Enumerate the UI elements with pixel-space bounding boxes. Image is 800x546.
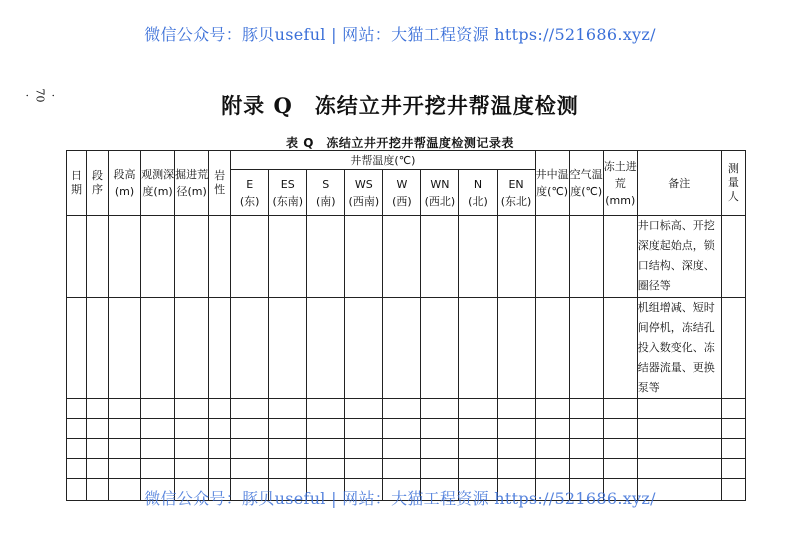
table-cell [603, 399, 637, 419]
table-cell [569, 399, 603, 419]
table-cell [421, 419, 459, 439]
table-cell [109, 298, 141, 399]
table-cell [175, 399, 209, 419]
remarks-cell [637, 459, 721, 479]
table-cell [383, 399, 421, 419]
header-date: 日期 [67, 151, 87, 216]
header-remarks: 备注 [637, 151, 721, 216]
table-cell [383, 419, 421, 439]
table-cell [721, 298, 745, 399]
table-cell [721, 439, 745, 459]
table-cell [535, 298, 569, 399]
table-row [67, 419, 746, 439]
header-wall-temperature: 井帮温度(℃) [231, 151, 535, 170]
table-cell [307, 439, 345, 459]
table-cell [459, 439, 497, 459]
table-cell [535, 419, 569, 439]
table-cell [721, 399, 745, 419]
table-cell [87, 216, 109, 298]
table-cell [87, 298, 109, 399]
watermark-bottom: 微信公众号：豚贝useful | 网站：大猫工程资源 https://521686.xyz/ [144, 489, 656, 508]
table-cell [141, 419, 175, 439]
table-cell [307, 399, 345, 419]
table-cell [67, 399, 87, 419]
table-cell [209, 419, 231, 439]
table-cell [269, 459, 307, 479]
table-cell [569, 439, 603, 459]
table-cell [141, 216, 175, 298]
header-observation-depth: 观测深度(m) [141, 151, 175, 216]
table-row [67, 216, 746, 298]
remarks-cell [637, 419, 721, 439]
header-excavation-diameter: 掘进荒径(m) [175, 151, 209, 216]
table-cell [459, 216, 497, 298]
header-section-height: 段高(m) [109, 151, 141, 216]
table-cell [459, 298, 497, 399]
table-cell [307, 298, 345, 399]
table-cell [721, 459, 745, 479]
table-cell [231, 298, 269, 399]
header-section: 段序 [87, 151, 109, 216]
table-cell [603, 459, 637, 479]
table-cell [109, 419, 141, 439]
table-cell [569, 298, 603, 399]
table-row [67, 459, 746, 479]
table-cell [307, 419, 345, 439]
table-cell [109, 459, 141, 479]
table-cell [269, 216, 307, 298]
table-cell [269, 419, 307, 439]
table-cell [109, 399, 141, 419]
table-cell [603, 298, 637, 399]
table-cell [345, 459, 383, 479]
table-cell [175, 459, 209, 479]
remarks-cell: 机组增减、短时间停机，冻结孔投入数变化、冻结器流量、更换泵等 [637, 298, 721, 399]
watermark-top: 微信公众号：豚贝useful | 网站：大猫工程资源 https://521686.xyz/ [144, 25, 656, 44]
table-cell [603, 419, 637, 439]
table-cell [87, 439, 109, 459]
table-cell [721, 216, 745, 298]
table-cell [345, 216, 383, 298]
table-cell [269, 399, 307, 419]
remarks-cell: 井口标高、开挖深度起始点，锁口结构、深度、圈径等 [637, 216, 721, 298]
table-cell [231, 399, 269, 419]
table-cell [269, 298, 307, 399]
table-cell [231, 459, 269, 479]
table-cell [497, 298, 535, 399]
header-center-temperature: 井中温度(℃) [535, 151, 569, 216]
table-cell [421, 399, 459, 419]
header-direction-en: EN (东北) [497, 170, 535, 216]
table-row [67, 399, 746, 419]
header-direction-s: S (南) [307, 170, 345, 216]
table-row [67, 439, 746, 459]
table-cell [497, 399, 535, 419]
table-cell [421, 439, 459, 459]
table-caption: 表 Q 冻结立井开挖井帮温度检测记录表 [286, 136, 514, 150]
table-cell [497, 216, 535, 298]
header-lithology: 岩性 [209, 151, 231, 216]
table-cell [87, 459, 109, 479]
table-cell [109, 216, 141, 298]
table-cell [231, 216, 269, 298]
header-direction-es: ES (东南) [269, 170, 307, 216]
table-cell [67, 419, 87, 439]
table-cell [497, 419, 535, 439]
table-cell [497, 439, 535, 459]
table-cell [67, 439, 87, 459]
header-direction-wn: WN (西北) [421, 170, 459, 216]
table-cell [569, 216, 603, 298]
remarks-cell [637, 399, 721, 419]
table-cell [535, 439, 569, 459]
table-cell [497, 459, 535, 479]
table-cell [87, 399, 109, 419]
table-cell [569, 419, 603, 439]
remarks-cell [637, 439, 721, 459]
table-cell [231, 419, 269, 439]
table-cell [383, 459, 421, 479]
table-cell [231, 439, 269, 459]
table-cell [383, 298, 421, 399]
table-cell [535, 459, 569, 479]
header-direction-e: E (东) [231, 170, 269, 216]
table-cell [345, 439, 383, 459]
table-cell [141, 439, 175, 459]
table-cell [307, 216, 345, 298]
table-cell [209, 439, 231, 459]
table-cell [87, 419, 109, 439]
table-cell [209, 298, 231, 399]
table-cell [535, 216, 569, 298]
header-direction-w: W (西) [383, 170, 421, 216]
header-frozen-wall: 冻土进荒(mm) [603, 151, 637, 216]
table-cell [383, 439, 421, 459]
table-cell [209, 459, 231, 479]
header-surveyor: 测量人 [721, 151, 745, 216]
table-cell [209, 216, 231, 298]
table-cell [67, 216, 87, 298]
table-cell [569, 459, 603, 479]
table-cell [459, 419, 497, 439]
table-cell [535, 399, 569, 419]
table-cell [345, 399, 383, 419]
table-cell [383, 216, 421, 298]
table-cell [603, 216, 637, 298]
table-cell [603, 439, 637, 459]
table-cell [175, 419, 209, 439]
header-air-temperature: 空气温度(℃) [569, 151, 603, 216]
table-cell [421, 298, 459, 399]
table-cell [459, 399, 497, 419]
table-cell [421, 459, 459, 479]
table-cell [209, 399, 231, 419]
page-title: 附录 Q 冻结立井开挖井帮温度检测 [221, 93, 579, 118]
table-row [67, 298, 746, 399]
table-cell [345, 419, 383, 439]
header-direction-ws: WS (西南) [345, 170, 383, 216]
page-number: · 70 · [20, 88, 60, 103]
record-table [66, 150, 746, 501]
table-cell [175, 298, 209, 399]
table-cell [421, 216, 459, 298]
table-cell [721, 419, 745, 439]
table-cell [141, 459, 175, 479]
table-cell [307, 459, 345, 479]
table-cell [459, 459, 497, 479]
table-cell [67, 298, 87, 399]
table-cell [141, 298, 175, 399]
table-cell [141, 399, 175, 419]
table-cell [269, 439, 307, 459]
table-cell [67, 459, 87, 479]
header-direction-n: N (北) [459, 170, 497, 216]
table-cell [109, 439, 141, 459]
table-cell [345, 298, 383, 399]
table-cell [175, 216, 209, 298]
table-cell [175, 439, 209, 459]
